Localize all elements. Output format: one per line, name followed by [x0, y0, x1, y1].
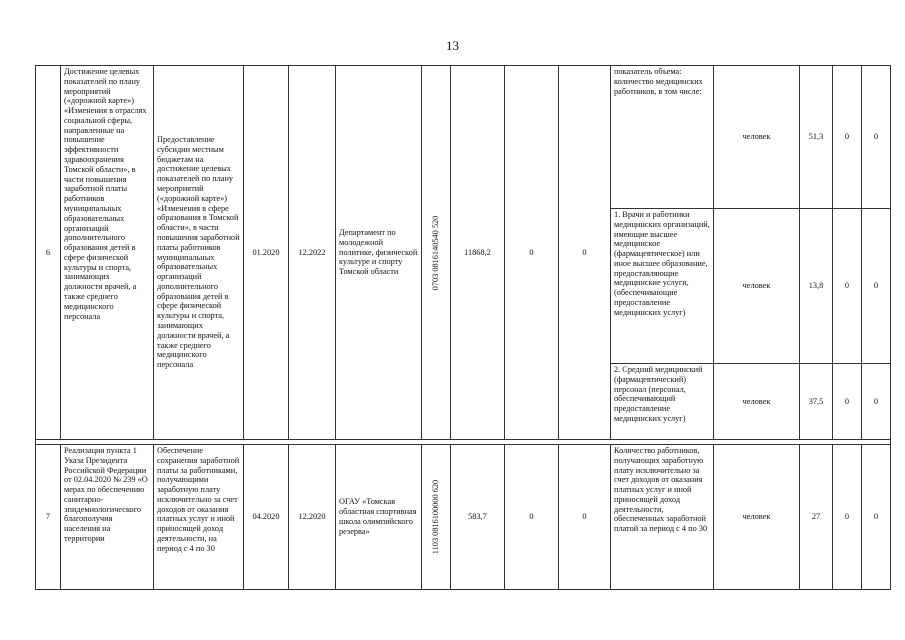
funding-amount: 11868,2 — [451, 66, 505, 440]
activity-description: Обеспечение сохранения заработной платы за работниками, получающими заработную плату исключительно за счет доходов от оказания платных услуг и иной приносящей доход деятельности, на период с 4 по 30 — [154, 445, 244, 590]
indicator-unit: человек — [714, 209, 800, 364]
indicator-value-2: 0 — [833, 445, 862, 590]
start-date: 04.2020 — [244, 445, 289, 590]
start-date: 01.2020 — [244, 66, 289, 440]
executor: ОГАУ «Томская областная спортивная школа олимпийского резерва» — [336, 445, 422, 590]
budget-code: 1103 0816100000 620 — [422, 445, 451, 590]
page-number: 13 — [446, 38, 459, 53]
indicator-value-2: 0 — [833, 364, 862, 440]
indicator-value-3: 0 — [862, 445, 891, 590]
activity-description: Предоставление субсидии местным бюджетам на достижение целевых показателей по плану мероприятий («дорожной карте») «Изменения в сфере образования в Томской области», в части повышения заработной платы работников муниципальных образовательных организаций дополнительного образования детей в сфере физической культуры и спорта, занимающих должности врачей, а также среднего медицинского персонала — [154, 66, 244, 440]
budget-code: 0703 0816140540 520 — [422, 66, 451, 440]
indicator-value-2: 0 — [833, 66, 862, 209]
indicator-text: показатель объема: количество медицинских работников, в том числе: — [611, 66, 714, 209]
indicator-value-3: 0 — [862, 364, 891, 440]
row-number: 6 — [36, 66, 61, 440]
funding-amount: 583,7 — [451, 445, 505, 590]
indicator-value-1: 51,3 — [800, 66, 833, 209]
indicator-value-1: 13,8 — [800, 209, 833, 364]
indicator-unit: человек — [714, 66, 800, 209]
indicator-text: 1. Врачи и работники медицинских организаций, имеющие высшее медицинское (фармацевтическое) или иное высшее образование, предоставляющие медицинские услуги, (обеспечивающие предоставление медицинских услуг) — [611, 209, 714, 364]
program-table — [35, 65, 891, 590]
indicator-text: 2. Средний медицинский (фармацевтический) персонал (персонал, обеспечивающий предоставление медицинских услуг) — [611, 364, 714, 440]
measure-name: Достижение целевых показателей по плану мероприятий («дорожной карте») «Изменения в отраслях социальной сферы, направленные на повышение эффективности здравоохранения Томской области», в части повышения заработной платы работников муниципальных образовательных организаций дополнительного образования детей в сфере физической культуры и спорта, занимающих должности врачей, а также среднего медицинского персонала — [61, 66, 154, 440]
executor: Департамент по молодежной политике, физической культуре и спорту Томской области — [336, 66, 422, 440]
indicator-value-1: 27 — [800, 445, 833, 590]
funding-year-2: 0 — [505, 66, 559, 440]
row-number: 7 — [36, 445, 61, 590]
table-row — [36, 66, 891, 209]
end-date: 12.2020 — [289, 445, 336, 590]
indicator-value-2: 0 — [833, 209, 862, 364]
indicator-value-1: 37,5 — [800, 364, 833, 440]
indicator-value-3: 0 — [862, 66, 891, 209]
measure-name: Реализация пункта 1 Указа Президента Российской Федерации от 02.04.2020 № 239 «О мерах по обеспечению санитарно-эпидемиологического благополучия населения на территории — [61, 445, 154, 590]
funding-year-2: 0 — [505, 445, 559, 590]
indicator-value-3: 0 — [862, 209, 891, 364]
table-row — [36, 445, 891, 590]
funding-year-3: 0 — [559, 445, 611, 590]
indicator-unit: человек — [714, 445, 800, 590]
indicator-text: Количество работников, получающих заработную плату исключительно за счет доходов от оказания платных услуг и иной приносящей доход деятельности, обеспеченных заработной платой за период с 4 по 30 — [611, 445, 714, 590]
end-date: 12.2022 — [289, 66, 336, 440]
indicator-unit: человек — [714, 364, 800, 440]
funding-year-3: 0 — [559, 66, 611, 440]
